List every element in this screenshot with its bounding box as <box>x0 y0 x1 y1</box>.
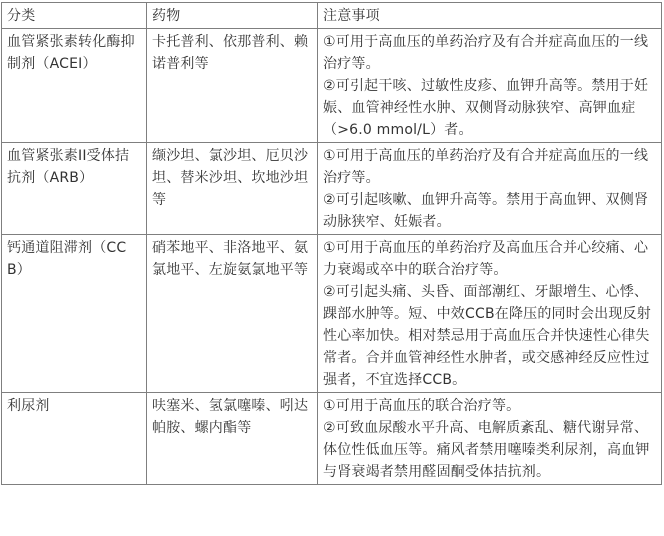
drug-table <box>1 2 662 485</box>
note-line: ①可用于高血压的单药治疗及有合并症高血压的一线治疗等。 <box>323 148 649 186</box>
note-line: ①可用于高血压的单药治疗及有合并症高血压的一线治疗等。 <box>323 34 649 72</box>
header-drugs: 药物 <box>147 3 318 29</box>
drugs-cell: 呋塞米、氢氯噻嗪、吲达帕胺、螺内酯等 <box>147 393 318 485</box>
table-header-row <box>2 3 662 29</box>
note-line: ②可致血尿酸水平升高、电解质紊乱、糖代谢异常、体位性低血压等。痛风者禁用噻嗪类利尿剂，高血钾与肾衰竭者禁用醛固酮受体拮抗剂。 <box>323 420 650 480</box>
table-row <box>2 143 662 235</box>
table-row <box>2 29 662 143</box>
notes-cell <box>318 29 662 143</box>
header-notes: 注意事项 <box>318 3 662 29</box>
note-line: ②可引起头痛、头昏、面部潮红、牙龈增生、心悸、踝部水肿等。短、中效CCB在降压的同时会出现反射性心率加快。相对禁忌用于高血压合并快速性心律失常者。合并血管神经性水肿者，或交感神经反应性过强者，不宜选择CCB。 <box>323 284 651 388</box>
notes-cell <box>318 143 662 235</box>
drugs-cell: 卡托普利、依那普利、赖诺普利等 <box>147 29 318 143</box>
note-line: ①可用于高血压的联合治疗等。 <box>323 398 521 414</box>
category-cell: 利尿剂 <box>2 393 147 485</box>
category-cell: 钙通道阻滞剂（CCB） <box>2 235 147 393</box>
notes-cell <box>318 235 662 393</box>
category-cell: 血管紧张素转化酶抑制剂（ACEI） <box>2 29 147 143</box>
note-line: ②可引起咳嗽、血钾升高等。禁用于高血钾、双侧肾动脉狭窄、妊娠者。 <box>323 192 649 230</box>
header-category: 分类 <box>2 3 147 29</box>
category-cell: 血管紧张素II受体拮抗剂（ARB） <box>2 143 147 235</box>
drugs-cell: 缬沙坦、氯沙坦、厄贝沙坦、替米沙坦、坎地沙坦等 <box>147 143 318 235</box>
note-line: ①可用于高血压的单药治疗及高血压合并心绞痛、心力衰竭或卒中的联合治疗等。 <box>323 240 649 278</box>
table-row <box>2 235 662 393</box>
notes-cell <box>318 393 662 485</box>
table-row <box>2 393 662 485</box>
drugs-cell: 硝苯地平、非洛地平、氨氯地平、左旋氨氯地平等 <box>147 235 318 393</box>
note-line: ②可引起干咳、过敏性皮疹、血钾升高等。禁用于妊娠、血管神经性水肿、双侧肾动脉狭窄、高钾血症（>6.0 mmol/L）者。 <box>323 78 649 138</box>
